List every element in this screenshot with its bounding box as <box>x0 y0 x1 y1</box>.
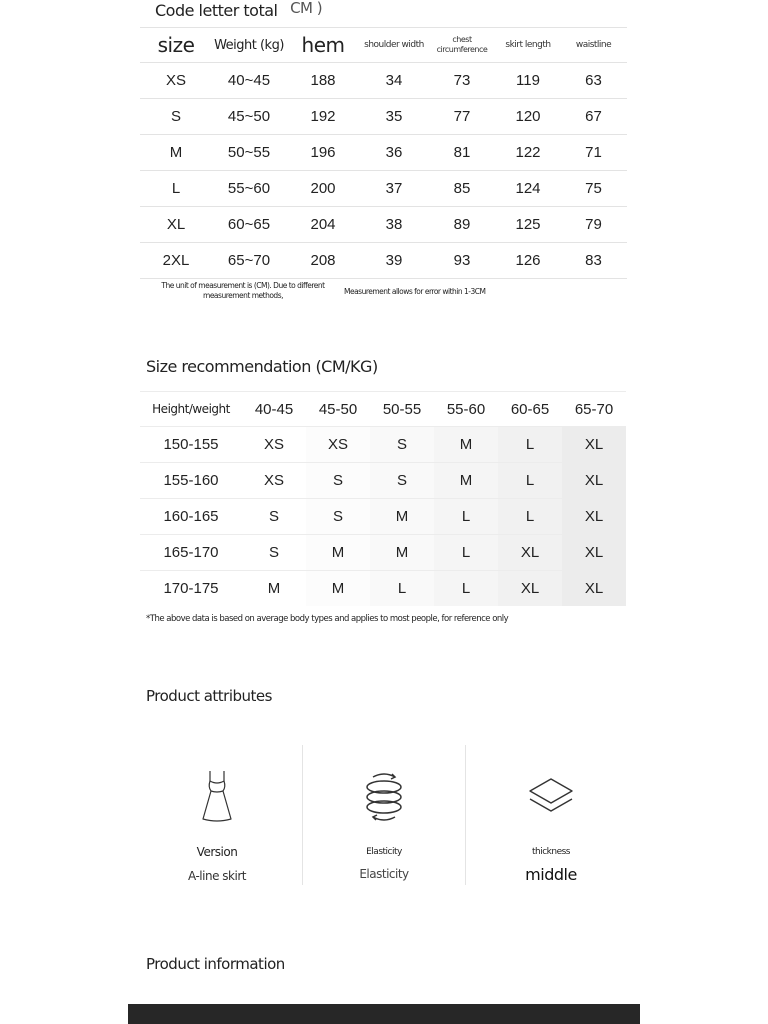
size-chart-cell: 34 <box>385 72 403 89</box>
recommended-size-cell: S <box>306 463 370 498</box>
size-chart-cell: 37 <box>385 180 403 197</box>
size-chart-cell: 124 <box>515 180 541 197</box>
header-weight-range: 65-70 <box>574 400 614 418</box>
size-chart-cell: 122 <box>515 144 541 161</box>
code-table-unit: CM ) <box>290 0 323 17</box>
recommended-size-cell: M <box>306 535 370 570</box>
size-chart-cell: 2XL <box>162 252 190 269</box>
size-recommendation-title: Size recommendation (CM/KG) <box>146 357 378 376</box>
size-chart-cell: 196 <box>310 144 336 161</box>
size-chart-cell: S <box>170 108 181 125</box>
size-chart-cell: 55~60 <box>227 180 271 197</box>
size-chart-cell: 125 <box>515 216 541 233</box>
size-chart-row <box>140 170 627 206</box>
recommendation-header-row <box>140 391 626 426</box>
size-chart-cell: 192 <box>310 108 336 125</box>
size-chart-cell: 50~55 <box>227 144 271 161</box>
size-chart-cell: 71 <box>585 144 602 161</box>
size-chart-cell: 73 <box>453 72 471 89</box>
header-size: size <box>157 33 195 57</box>
recommended-size-cell: M <box>306 571 370 606</box>
size-chart-row <box>140 134 627 170</box>
header-weight-range: 55-60 <box>446 400 486 418</box>
height-range-cell: 155-160 <box>163 472 219 489</box>
size-chart-cell: 38 <box>385 216 403 233</box>
recommended-size-cell: S <box>370 427 434 462</box>
recommendation-row <box>140 570 626 606</box>
dress-icon <box>200 769 234 825</box>
header-hem: hem <box>301 33 345 57</box>
size-chart-row <box>140 62 627 98</box>
product-attributes-title: Product attributes <box>146 687 272 705</box>
height-range-cell: 165-170 <box>163 544 219 561</box>
attribute-divider <box>465 745 466 885</box>
recommended-size-cell: L <box>498 463 562 498</box>
size-chart-header-row <box>140 27 627 62</box>
size-chart-cell: 200 <box>310 180 336 197</box>
header-weight-range: 45-50 <box>318 400 358 418</box>
recommended-size-cell: XL <box>498 535 562 570</box>
recommended-size-cell: S <box>370 463 434 498</box>
recommended-size-cell: XL <box>562 499 626 534</box>
size-chart-cell: 89 <box>453 216 471 233</box>
size-chart-cell: XL <box>166 216 186 233</box>
size-chart-cell: 60~65 <box>227 216 271 233</box>
size-chart-cell: 67 <box>585 108 602 125</box>
recommended-size-cell: XL <box>562 571 626 606</box>
recommended-size-cell: L <box>434 535 498 570</box>
attribute-value: Elasticity <box>359 867 409 881</box>
size-chart-cell: 40~45 <box>227 72 271 89</box>
header-weight: Weight (kg) <box>214 37 284 53</box>
size-chart-cell: 120 <box>515 108 541 125</box>
size-chart-cell: M <box>169 144 183 161</box>
size-chart-cell: 63 <box>585 72 602 89</box>
recommendation-row <box>140 534 626 570</box>
recommended-size-cell: XS <box>242 463 306 498</box>
recommended-size-cell: L <box>434 571 498 606</box>
recommended-size-cell: M <box>434 427 498 462</box>
code-table-title <box>155 1 322 20</box>
size-chart-cell: 45~50 <box>227 108 271 125</box>
size-chart-cell: 204 <box>310 216 336 233</box>
recommendation-row <box>140 498 626 534</box>
attribute-value: middle <box>525 865 577 884</box>
attribute-label: Elasticity <box>366 847 402 857</box>
recommended-size-cell: M <box>370 535 434 570</box>
header-skirt-length: skirt length <box>505 39 551 50</box>
size-recommendation-table <box>140 391 626 606</box>
size-chart-row <box>140 242 627 279</box>
attribute-label: thickness <box>531 847 570 857</box>
size-chart-row <box>140 98 627 134</box>
recommended-size-cell: M <box>242 571 306 606</box>
size-chart-cell: 75 <box>585 180 602 197</box>
recommended-size-cell: S <box>306 499 370 534</box>
size-chart-cell: 35 <box>385 108 403 125</box>
height-range-cell: 170-175 <box>163 580 219 597</box>
recommended-size-cell: M <box>434 463 498 498</box>
recommended-size-cell: M <box>370 499 434 534</box>
recommendation-row <box>140 426 626 462</box>
elasticity-icon <box>361 769 407 825</box>
recommendation-row <box>140 462 626 498</box>
attribute-label: Version <box>196 845 238 859</box>
size-chart-cell: 188 <box>310 72 336 89</box>
size-chart-cell: 208 <box>310 252 336 269</box>
attribute-version <box>136 745 298 885</box>
size-chart-cell: 79 <box>585 216 602 233</box>
size-chart-row <box>140 206 627 242</box>
header-height-weight: Height/weight <box>152 402 230 416</box>
header-weight-range: 60-65 <box>510 400 550 418</box>
recommended-size-cell: L <box>434 499 498 534</box>
header-waistline: waistline <box>575 39 612 50</box>
size-chart-cell: 119 <box>516 72 540 89</box>
recommended-size-cell: XL <box>562 535 626 570</box>
size-chart-cell: 85 <box>453 180 471 197</box>
product-image-strip <box>128 1004 640 1024</box>
recommended-size-cell: S <box>242 535 306 570</box>
size-chart-cell: 39 <box>385 252 403 269</box>
recommended-size-cell: XL <box>498 571 562 606</box>
layers-icon <box>526 769 576 825</box>
product-information-title: Product information <box>146 955 285 973</box>
size-chart-cell: 83 <box>585 252 602 269</box>
header-weight-range: 50-55 <box>382 400 422 418</box>
recommendation-disclaimer: *The above data is based on average body types and applies to most people, for reference only <box>146 614 509 624</box>
size-chart-cell: L <box>171 180 181 197</box>
height-range-cell: 160-165 <box>163 508 219 525</box>
header-shoulder-width: shoulder width <box>364 39 424 50</box>
recommended-size-cell: S <box>242 499 306 534</box>
measurement-unit-note: The unit of measurement is (CM). Due to different measurement methods, <box>161 281 325 300</box>
recommended-size-cell: XL <box>562 427 626 462</box>
measurement-error-note: Measurement allows for error within 1-3CM <box>344 287 486 296</box>
recommended-size-cell: L <box>370 571 434 606</box>
size-chart-cell: 81 <box>453 144 471 161</box>
size-chart-cell: XS <box>165 72 186 89</box>
attribute-thickness <box>470 745 632 885</box>
recommended-size-cell: L <box>498 427 562 462</box>
recommended-size-cell: L <box>498 499 562 534</box>
size-chart-cell: 126 <box>515 252 541 269</box>
attribute-value: A-line skirt <box>188 869 246 883</box>
attribute-elasticity <box>303 745 465 885</box>
height-range-cell: 150-155 <box>163 436 219 453</box>
recommended-size-cell: XS <box>242 427 306 462</box>
header-chest-circumference: chest circumference <box>436 35 488 54</box>
recommended-size-cell: XL <box>562 463 626 498</box>
size-chart-cell: 36 <box>385 144 403 161</box>
code-table-title-text: Code letter total <box>155 1 278 20</box>
size-chart-cell: 65~70 <box>227 252 271 269</box>
size-chart-cell: 93 <box>453 252 471 269</box>
header-weight-range: 40-45 <box>254 400 294 418</box>
size-chart-cell: 77 <box>453 108 471 125</box>
recommended-size-cell: XS <box>306 427 370 462</box>
size-chart-table <box>140 27 627 279</box>
